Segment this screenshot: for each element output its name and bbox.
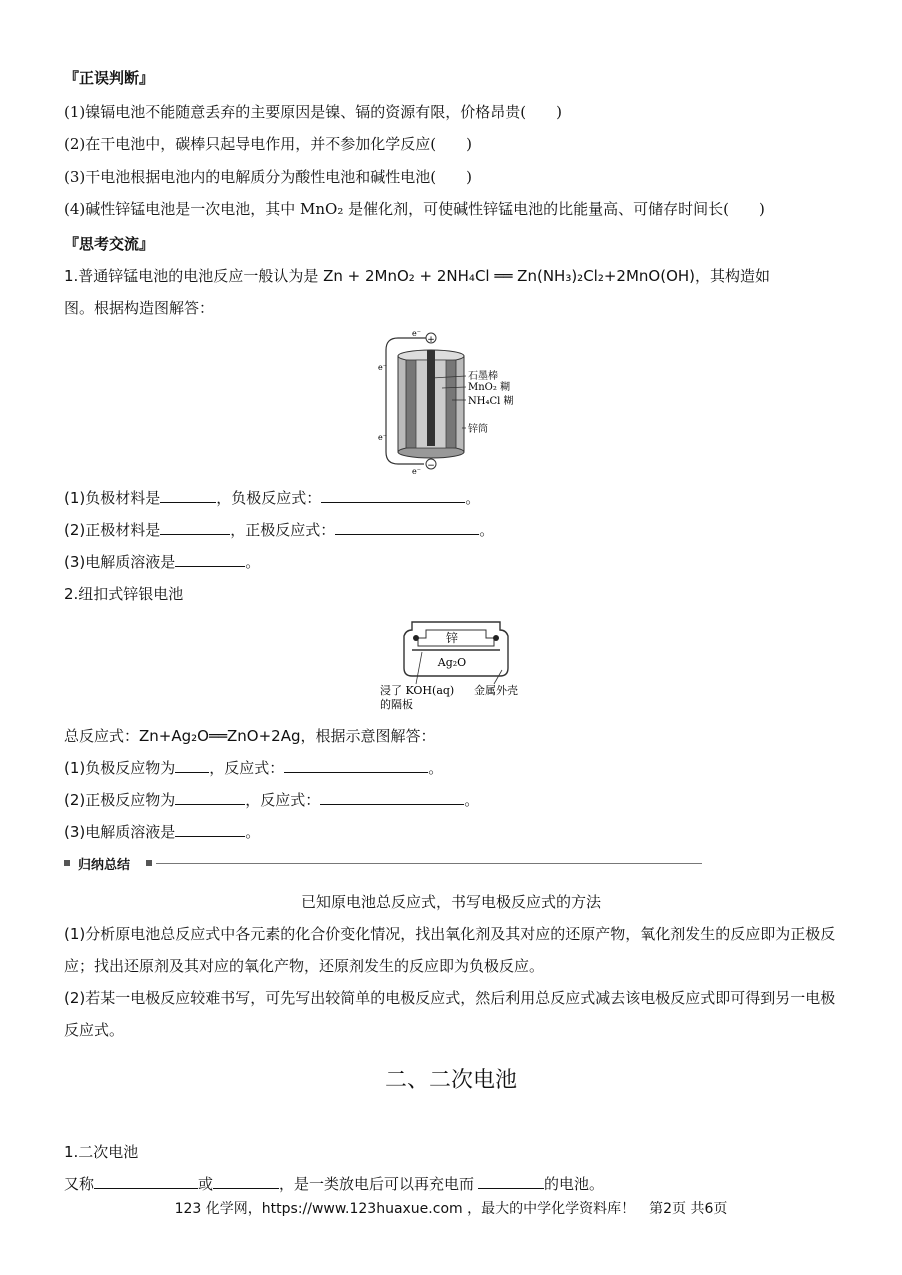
separator-label-line2: 的隔板 — [380, 698, 413, 711]
q2-answer-3: (3)电解质溶液是 。 — [64, 823, 261, 841]
q2-negative-reaction-blank[interactable] — [284, 758, 428, 773]
summary-paragraph-2: (2)若某一电极反应较难书写，可先写出较简单的电极反应式，然后利用总反应式减去该电极反应式即可得到另一电极反应式。 — [64, 989, 836, 1039]
graphite-label: 石墨棒 — [468, 371, 498, 382]
truefalse-item-2: (2)在干电池中，碳棒只起导电作用，并不参加化学反应( ) — [64, 135, 472, 153]
separator-label-line1: 浸了 KOH(aq) — [380, 684, 455, 697]
mno2-paste-label: MnO₂ 糊 — [468, 382, 511, 393]
alias-blank-1[interactable] — [94, 1174, 198, 1189]
summary-marker-left — [64, 860, 70, 866]
summary-marker-right — [146, 860, 152, 866]
q1-answer-3: (3)电解质溶液是 。 — [64, 553, 261, 571]
electron-label: e⁻ — [378, 433, 387, 442]
page-footer: 123 化学网，https://www.123huaxue.com ，最大的中学化学资料库！ 第2页 共6页 — [174, 1201, 728, 1217]
q2-electrolyte-blank[interactable] — [175, 822, 245, 837]
electron-label: e⁻ — [378, 363, 387, 372]
truefalse-item-1: (1)镍镉电池不能随意丢弃的主要原因是镍、镉的资源有限，价格昂贵( ) — [64, 103, 562, 121]
ag2o-label: Ag₂O — [437, 656, 467, 669]
q2-negative-reactant-blank[interactable] — [175, 758, 209, 773]
q2-total-reaction: 总反应式：Zn+Ag₂O══ZnO+2Ag，根据示意图解答： — [64, 727, 436, 745]
nh4cl-paste-label: NH₄Cl 糊 — [468, 396, 514, 407]
q2-positive-reactant-blank[interactable] — [175, 790, 245, 805]
summary-title: 已知原电池总反应式，书写电极反应式的方法 — [300, 893, 601, 911]
discussion-header: 『思考交流』 — [64, 235, 155, 253]
positive-reaction-blank[interactable] — [335, 520, 479, 535]
truefalse-item-4: (4)碱性锌锰电池是一次电池，其中 MnO₂ 是催化剂，可使碱性锌锰电池的比能量高、可储存时间长( ) — [64, 200, 765, 218]
subsection-title: 1.二次电池 — [64, 1143, 139, 1161]
q1-question-line2: 图。根据构造图解答： — [64, 299, 215, 317]
shell-label: 金属外壳 — [474, 684, 518, 697]
negative-reaction-blank[interactable] — [321, 488, 465, 503]
summary-rule — [156, 863, 702, 864]
truefalse-header: 『正误判断』 — [64, 69, 155, 87]
alias-blank-2[interactable] — [213, 1174, 279, 1189]
electron-label: e⁻ — [412, 329, 421, 338]
negative-material-blank[interactable] — [160, 488, 216, 503]
q1-answer-2: (2)正极材料是 ，正极反应式： 。 — [64, 521, 495, 539]
section-heading: 二、二次电池 — [384, 1068, 517, 1093]
q2-title: 2.纽扣式锌银电池 — [64, 585, 184, 603]
q2-answer-1: (1)负极反应物为 ，反应式： 。 — [64, 759, 444, 777]
dry-cell-diagram — [378, 328, 538, 474]
electrolyte-blank[interactable] — [175, 552, 245, 567]
q1-answer-1: (1)负极材料是 ，负极反应式： 。 — [64, 489, 481, 507]
truefalse-item-3: (3)干电池根据电池内的电解质分为酸性电池和碱性电池( ) — [64, 168, 472, 186]
plus-terminal-label: + — [427, 335, 435, 345]
reuse-blank[interactable] — [478, 1174, 544, 1189]
summary-bar — [64, 856, 704, 872]
summary-paragraph-1: (1)分析原电池总反应式中各元素的化合价变化情况，找出氧化剂及其对应的还原产物，氧化剂发生的反应即为正极反应；找出还原剂及其对应的氧化产物，还原剂发生的反应即为负极反应。 — [64, 925, 836, 975]
positive-material-blank[interactable] — [160, 520, 230, 535]
minus-terminal-label: − — [427, 461, 435, 471]
q1-question-line1: 1.普通锌锰电池的电池反应一般认为是 Zn + 2MnO₂ + 2NH₄Cl ══ Zn(NH₃)₂Cl₂+2MnO(OH)，其构造如 — [64, 267, 771, 285]
q2-positive-reaction-blank[interactable] — [320, 790, 464, 805]
summary-label: 归纳总结 — [78, 858, 131, 873]
button-zinc-label: 锌 — [445, 631, 459, 645]
q2-answer-2: (2)正极反应物为 ，反应式： 。 — [64, 791, 480, 809]
zinc-can-label: 锌筒 — [468, 424, 488, 435]
secondary-battery-definition: 又称 或 ，是一类放电后可以再充电而 的电池。 — [64, 1175, 605, 1193]
button-cell-diagram — [376, 616, 536, 712]
electron-label: e⁻ — [412, 467, 421, 474]
